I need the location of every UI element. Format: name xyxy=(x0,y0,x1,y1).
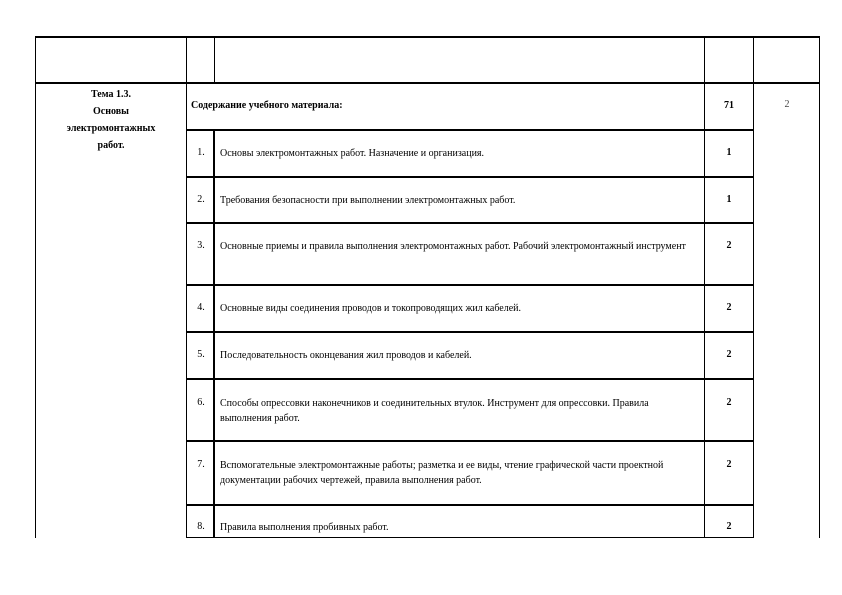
number-column-divider xyxy=(214,36,215,84)
row-text: Основные виды соединения проводов и токопроводящих жил кабелей. xyxy=(220,303,522,314)
row-divider-4 xyxy=(186,331,754,333)
table-border-right xyxy=(819,36,820,538)
row-hours: 2 xyxy=(726,302,732,313)
row-text: Вспомогательные электромонтажные работы; разметка и ее виды, чтение графической части проектной документации рабочих чертежей, правила выполнения работ. xyxy=(220,460,664,486)
row-divider-5 xyxy=(186,378,754,380)
row-number: 2. xyxy=(197,194,205,205)
table-border-top xyxy=(35,36,820,38)
row-number: 4. xyxy=(197,302,205,313)
row-text: Последовательность оконцевания жил проводов и кабелей. xyxy=(220,350,472,361)
header-row-divider xyxy=(35,82,820,84)
row-divider-7 xyxy=(186,504,754,506)
topic-line-3: электромонтажных xyxy=(66,123,156,134)
level-column-divider xyxy=(753,36,754,538)
row-hours: 2 xyxy=(726,240,732,251)
row-text: Требования безопасности при выполнении электромонтажных работ. xyxy=(220,195,516,206)
row-hours: 2 xyxy=(726,521,732,532)
row-divider-3 xyxy=(186,284,754,286)
row-divider-1 xyxy=(186,176,754,178)
content-header-divider xyxy=(186,129,754,131)
topic-column-divider xyxy=(186,36,187,538)
row-number: 7. xyxy=(197,459,205,470)
topic-title xyxy=(38,86,184,154)
row-number: 5. xyxy=(197,349,205,360)
table-bottom-partial xyxy=(186,537,754,538)
row-divider-6 xyxy=(186,440,754,442)
content-header-label: Содержание учебного материала: xyxy=(191,100,343,111)
level-value: 2 xyxy=(784,99,790,110)
content-header-hours: 71 xyxy=(724,100,734,111)
row-text: Правила выполнения пробивных работ. xyxy=(220,522,389,533)
row-hours: 1 xyxy=(726,194,732,205)
row-hours: 1 xyxy=(726,147,732,158)
row-text: Основные приемы и правила выполнения электромонтажных работ. Рабочий электромонтажный инструмент xyxy=(220,241,686,252)
row-hours: 2 xyxy=(726,397,732,408)
row-hours: 2 xyxy=(726,459,732,470)
row-hours: 2 xyxy=(726,349,732,360)
table-border-left xyxy=(35,36,36,538)
row-num-divider xyxy=(213,129,215,538)
row-text: Основы электромонтажных работ. Назначение и организация. xyxy=(220,148,485,159)
topic-line-1: Тема 1.3. xyxy=(91,89,131,100)
row-divider-2 xyxy=(186,222,754,224)
topic-line-2: Основы xyxy=(93,106,129,117)
hours-column-divider xyxy=(704,36,705,538)
row-number: 8. xyxy=(197,521,205,532)
row-text: Способы опрессовки наконечников и соединительных втулок. Инструмент для опрессовки. Правила выполнения работ. xyxy=(220,398,649,424)
row-number: 6. xyxy=(197,397,205,408)
row-number: 1. xyxy=(197,147,205,158)
topic-line-4: работ. xyxy=(97,140,125,151)
row-number: 3. xyxy=(197,240,205,251)
